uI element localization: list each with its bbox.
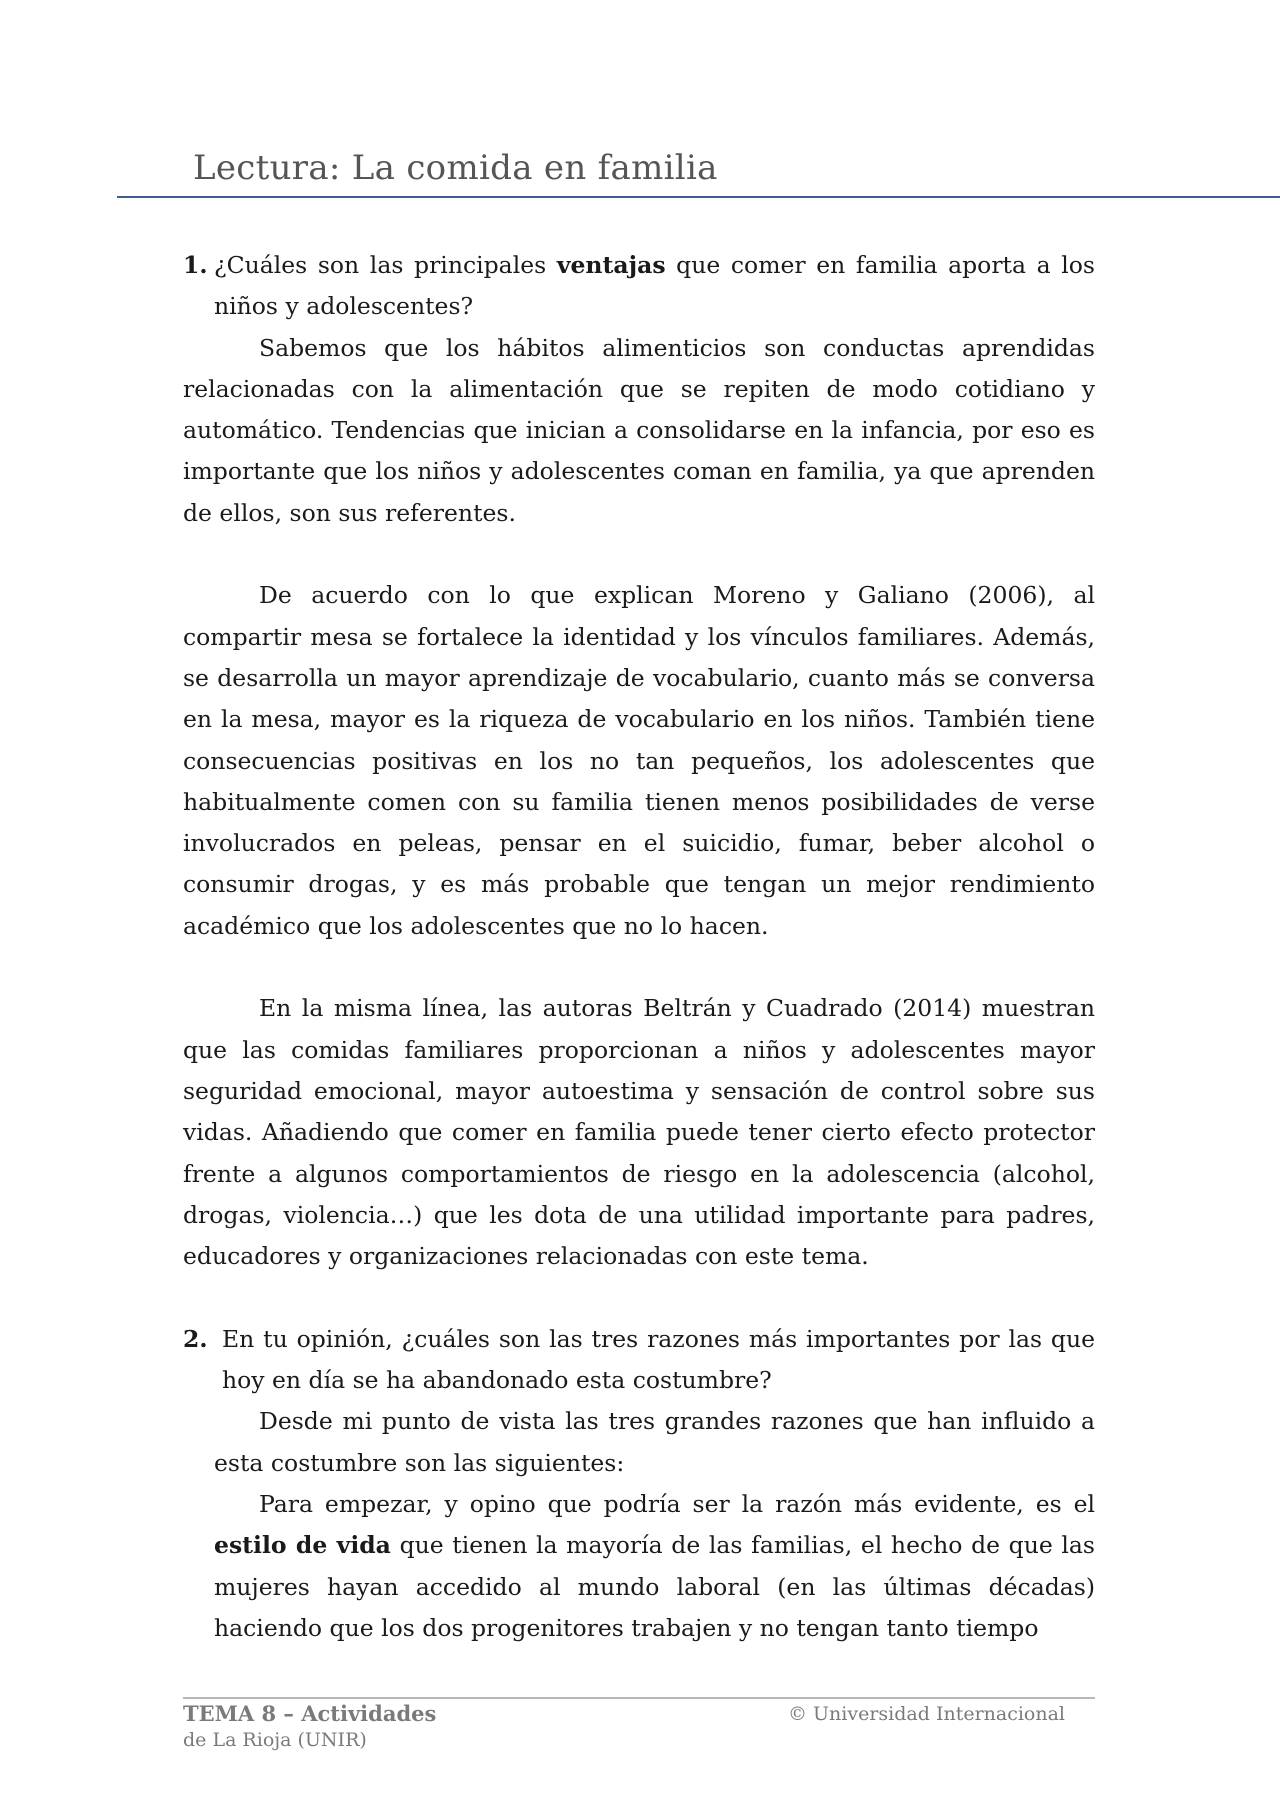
question-1-text-start: ¿Cuáles son las principales [214, 251, 557, 279]
question-1 [183, 245, 1095, 328]
spacer [183, 534, 1095, 575]
spacer [183, 1277, 1095, 1318]
answer-2-paragraph-1 [214, 1484, 1095, 1649]
spacer [183, 947, 1095, 988]
footer-divider [183, 1697, 1095, 1699]
question-2-text: En tu opinión, ¿cuáles son las tres razones más importantes por las que hoy en día se ha abandonado esta costumbre? [222, 1324, 1095, 1395]
answer-2-keyword: estilo de vida [214, 1531, 391, 1560]
answer-1-paragraph-1: Sabemos que los hábitos alimenticios son conductas aprendidas relacionadas con la alimentación que se repiten de modo cotidiano y automático. Tendencias que inician a consolidarse en la infancia, por eso es importante que los niños y adolescentes coman en familia, ya que aprenden de ellos, son sus referentes. [183, 333, 1095, 527]
question-2 [183, 1319, 1095, 1402]
header-divider [117, 196, 1280, 198]
question-1-number: 1. [183, 251, 208, 279]
question-1-keyword: ventajas [556, 251, 666, 279]
answer-2-paragraph-1-start: Para empezar, y opino que podría ser la razón más evidente, es el [259, 1489, 1095, 1518]
document-title: Lectura: La comida en familia [193, 148, 718, 188]
footer-copyright: © Universidad Internacional [788, 1703, 1066, 1725]
answer-2-intro: Desde mi punto de vista las tres grandes razones que han influido a esta costumbre son las siguientes: [214, 1407, 1095, 1477]
answer-1-paragraph-3: En la misma línea, las autoras Beltrán y Cuadrado (2014) muestran que las comidas familiares proporcionan a niños y adolescentes mayor seguridad emocional, mayor autoestima y sensación de control sobre sus vidas. Añadiendo que comer en familia puede tener cierto efecto protector frente a algunos comportamientos de riesgo en la adolescencia (alcohol, drogas, violencia…) que les dota de una utilidad importante para padres, educadores y organizaciones relacionadas con este tema. [183, 994, 1095, 1271]
answer-1-paragraph-2: De acuerdo con lo que explican Moreno y Galiano (2006), al compartir mesa se fortalece la identidad y los vínculos familiares. Además, se desarrolla un mayor aprendizaje de vocabulario, cuanto más se conversa en la mesa, mayor es la riqueza de vocabulario en los niños. También tiene consecuencias positivas en los no tan pequeños, los adolescentes que habitualmente comen con su familia tienen menos posibilidades de verse involucrados en peleas, pensar en el suicidio, fumar, beber alcohol o consumir drogas, y es más probable que tengan un mejor rendimiento académico que los adolescentes que no lo hacen. [183, 581, 1095, 940]
question-2-number: 2. [183, 1324, 208, 1353]
document-body [183, 245, 1095, 1649]
answer-2-paragraph-1-end: que tienen la mayoría de las familias, el hecho de que las mujeres hayan accedido al mundo laboral (en las últimas décadas) haciendo que los dos progenitores trabajen y no tengan tanto tiempo [214, 1531, 1095, 1642]
footer-topic: TEMA 8 – Actividades [183, 1701, 437, 1726]
question-1-text-end: que comer en familia aporta a los niños y adolescentes? [214, 251, 1095, 321]
footer-institution: de La Rioja (UNIR) [183, 1729, 367, 1751]
